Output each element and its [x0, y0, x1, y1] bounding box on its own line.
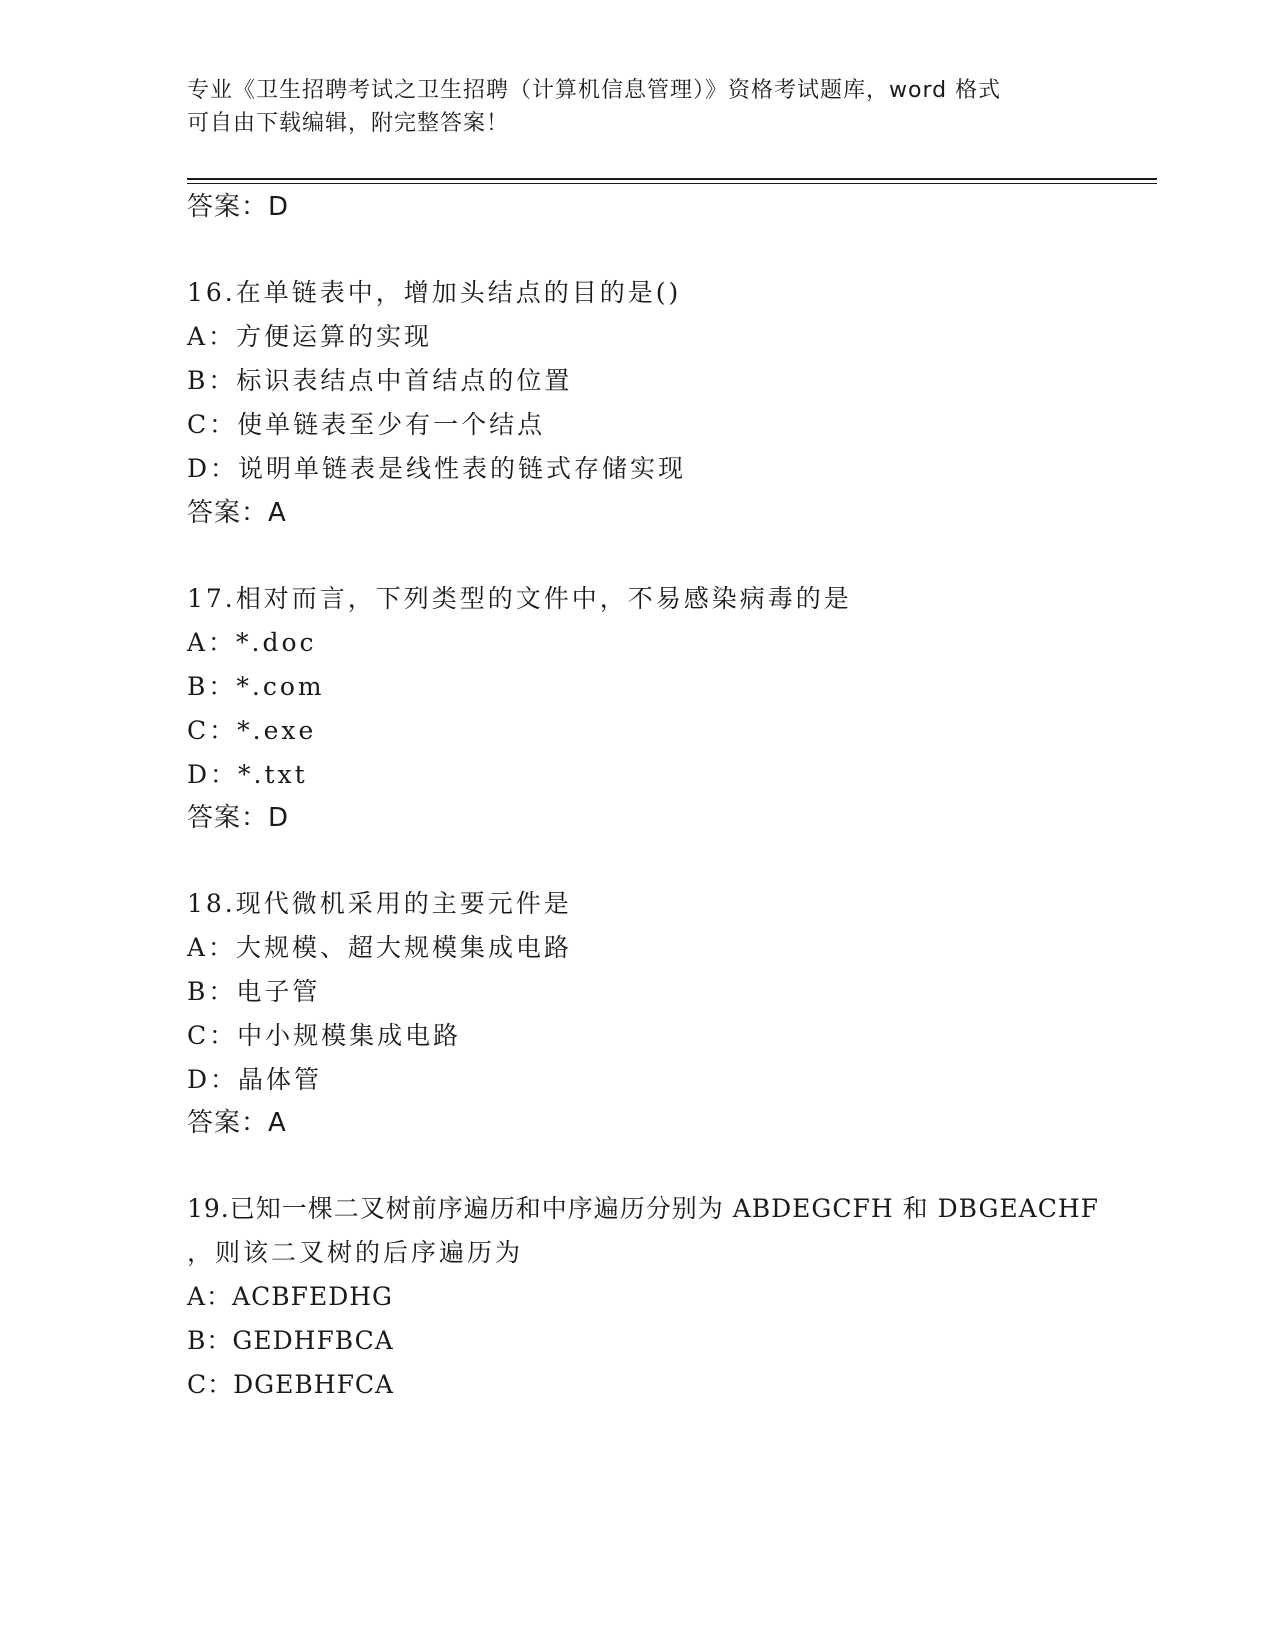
question-19-option-a: A：ACBFEDHG: [187, 1282, 394, 1311]
question-16-option-c: C：使单链表至少有一个结点: [187, 410, 546, 439]
question-19-stem-line-2: ，则该二叉树的后序遍历为: [187, 1238, 524, 1267]
question-19-stem-line-1: 19.已知一棵二叉树前序遍历和中序遍历分别为 ABDEGCFH 和 DBGEACHF: [187, 1194, 1099, 1223]
question-18-option-b: B：电子管: [187, 977, 321, 1006]
question-17-option-c: C：*.exe: [187, 716, 317, 745]
question-19-option-c: C：DGEBHFCA: [187, 1370, 395, 1399]
question-16-stem: 16.在单链表中，增加头结点的目的是(): [187, 278, 682, 307]
header-line-1: 专业《卫生招聘考试之卫生招聘（计算机信息管理）》资格考试题库，word 格式: [187, 78, 1002, 103]
question-17-option-a: A：*.doc: [187, 628, 317, 657]
question-18-option-d: D：晶体管: [187, 1065, 323, 1094]
header-line-2: 可自由下载编辑，附完整答案！: [187, 111, 510, 136]
document-header: [187, 74, 1087, 140]
header-divider-thick: [187, 178, 1157, 180]
question-17-option-b: B：*.com: [187, 672, 325, 701]
question-16-option-a: A：方便运算的实现: [187, 322, 433, 351]
question-18-stem: 18.现代微机采用的主要元件是: [187, 889, 572, 918]
question-18-option-a: A：大规模、超大规模集成电路: [187, 933, 573, 962]
question-17-option-d: D：*.txt: [187, 760, 308, 789]
header-divider-thin: [187, 183, 1157, 184]
previous-answer: 答案：D: [187, 192, 290, 222]
question-16-option-d: D：说明单链表是线性表的链式存储实现: [187, 454, 687, 483]
question-16-option-b: B：标识表结点中首结点的位置: [187, 366, 573, 395]
question-18-answer: 答案：A: [187, 1108, 287, 1138]
question-18-option-c: C：中小规模集成电路: [187, 1021, 462, 1050]
question-17-stem: 17.相对而言，下列类型的文件中，不易感染病毒的是: [187, 584, 852, 613]
question-17-answer: 答案：D: [187, 803, 290, 833]
question-16-answer: 答案：A: [187, 498, 287, 528]
question-19-option-b: B：GEDHFBCA: [187, 1326, 394, 1355]
